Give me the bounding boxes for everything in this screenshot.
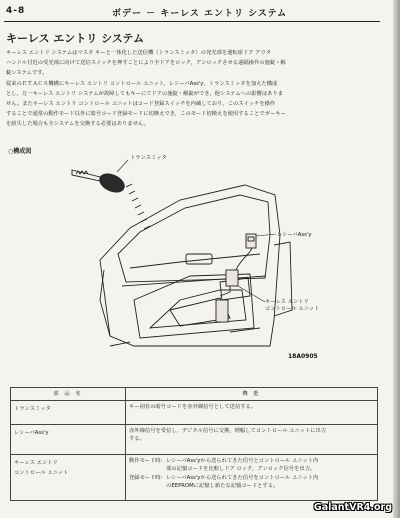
column-header-part: 部 品 名 bbox=[11, 388, 126, 401]
section-title: キーレス エントリ システム bbox=[6, 32, 145, 45]
body-line: キーレス エントリ システムはマスタ キーと一体化した送信機（トランスミッタ）の発光部を運転席ドア アウタ bbox=[6, 50, 272, 56]
receiver-drawing bbox=[246, 234, 256, 248]
body-line: 従来のＥＴＡＣＳ機構にキーレス エントリ コントロール ユニット，レシーバAss'y，トランスミッタを加えた構成 bbox=[6, 80, 278, 87]
figure-code: 18A0905 bbox=[288, 353, 318, 360]
function-line: する。 bbox=[129, 436, 145, 443]
part-name: レシーバAss'y bbox=[14, 430, 49, 436]
body-line: せん。またキーレス エントリ コントロール ユニットはコード登録スイッチを内蔵しており，このスイッチを操作 bbox=[6, 101, 276, 108]
body-line: とし，万一キーレス エントリ システムが故障してもキーにてドアの施錠・解錠ができ，他システムへの影響はありま bbox=[6, 90, 284, 97]
table-header-row bbox=[11, 388, 378, 401]
table-row bbox=[11, 425, 378, 455]
function-cell bbox=[126, 401, 378, 425]
body-line: することで通常の動作モード以外に暗号コード登録モードに切換えでき，このモード切換えを使用することでガーキー bbox=[6, 111, 286, 118]
control-unit-drawing bbox=[220, 248, 252, 296]
column-header-function: 機 能 bbox=[126, 388, 378, 401]
function-line: のEEPROMに記憶し新たな記憶コードとする。 bbox=[129, 483, 279, 490]
receiver-leader-line bbox=[256, 234, 276, 236]
function-line: キー固有の暗号コードを赤外線信号として送信する。 bbox=[129, 404, 257, 410]
part-name: トランスミッタ bbox=[14, 406, 51, 412]
receiver-callout: レシーバAss'y bbox=[277, 232, 312, 238]
function-line: 登録モード時：レシーバAss'yから送られてきた信号をコントロール ユニット内 bbox=[129, 474, 319, 481]
header-rule bbox=[4, 21, 380, 22]
body-line: ハンドル付近の受光部に向けて送信スイッチを押すことにより全ドアをロック，アンロックさせる遠隔操作の施錠・解 bbox=[6, 60, 286, 67]
part-name: コントロール ユニット bbox=[14, 470, 69, 477]
door-system-diagram bbox=[70, 150, 340, 376]
infrared-signal-icon bbox=[126, 184, 150, 229]
part-name-cell bbox=[11, 455, 126, 501]
part-name-cell bbox=[11, 425, 126, 455]
transmitter-key-drawing bbox=[72, 170, 127, 196]
figure-label bbox=[8, 146, 31, 155]
figure-label-text: 構成図 bbox=[13, 148, 32, 155]
transmitter-callout: トランスミッタ bbox=[130, 155, 167, 161]
parts-function-table bbox=[10, 387, 378, 501]
table-row bbox=[11, 455, 378, 501]
function-line: 部の記憶コードを比較しドア ロック，アンロック信号を出力。 bbox=[129, 466, 316, 473]
body-line: を紛失した場合も全システムを交換する必要はありません。 bbox=[6, 121, 149, 128]
body-line: 錠システムです。 bbox=[6, 70, 48, 77]
circle-bullet-icon: ○ bbox=[8, 148, 14, 155]
function-cell bbox=[126, 455, 378, 501]
front-door-drawing bbox=[100, 185, 292, 346]
function-cell bbox=[126, 425, 378, 455]
page-edge-shadow bbox=[393, 0, 400, 518]
control-unit-callout-line-2: コントロール ユニット bbox=[265, 306, 320, 312]
table-row bbox=[11, 401, 378, 425]
body-paragraph bbox=[6, 48, 378, 130]
part-name: キーレス エントリ bbox=[14, 460, 58, 466]
part-name-cell bbox=[11, 401, 126, 425]
transmitter-leader-line bbox=[117, 160, 128, 172]
page-header-title: ボデー － キーレス エントリ システム bbox=[112, 9, 288, 19]
function-line: 赤外線信号を受信し，デジタル信号に交換，増幅してコントロール ユニットに出力 bbox=[129, 428, 327, 434]
page-number: 4-8 bbox=[6, 6, 26, 16]
site-watermark: GalantVR4.org bbox=[313, 502, 392, 513]
control-unit-callout-line-1: キーレス エントリ bbox=[265, 299, 309, 305]
function-line: 動作モード時：レシーバAss'yから送られてきた信号とコントロール ユニット内 bbox=[129, 458, 319, 464]
